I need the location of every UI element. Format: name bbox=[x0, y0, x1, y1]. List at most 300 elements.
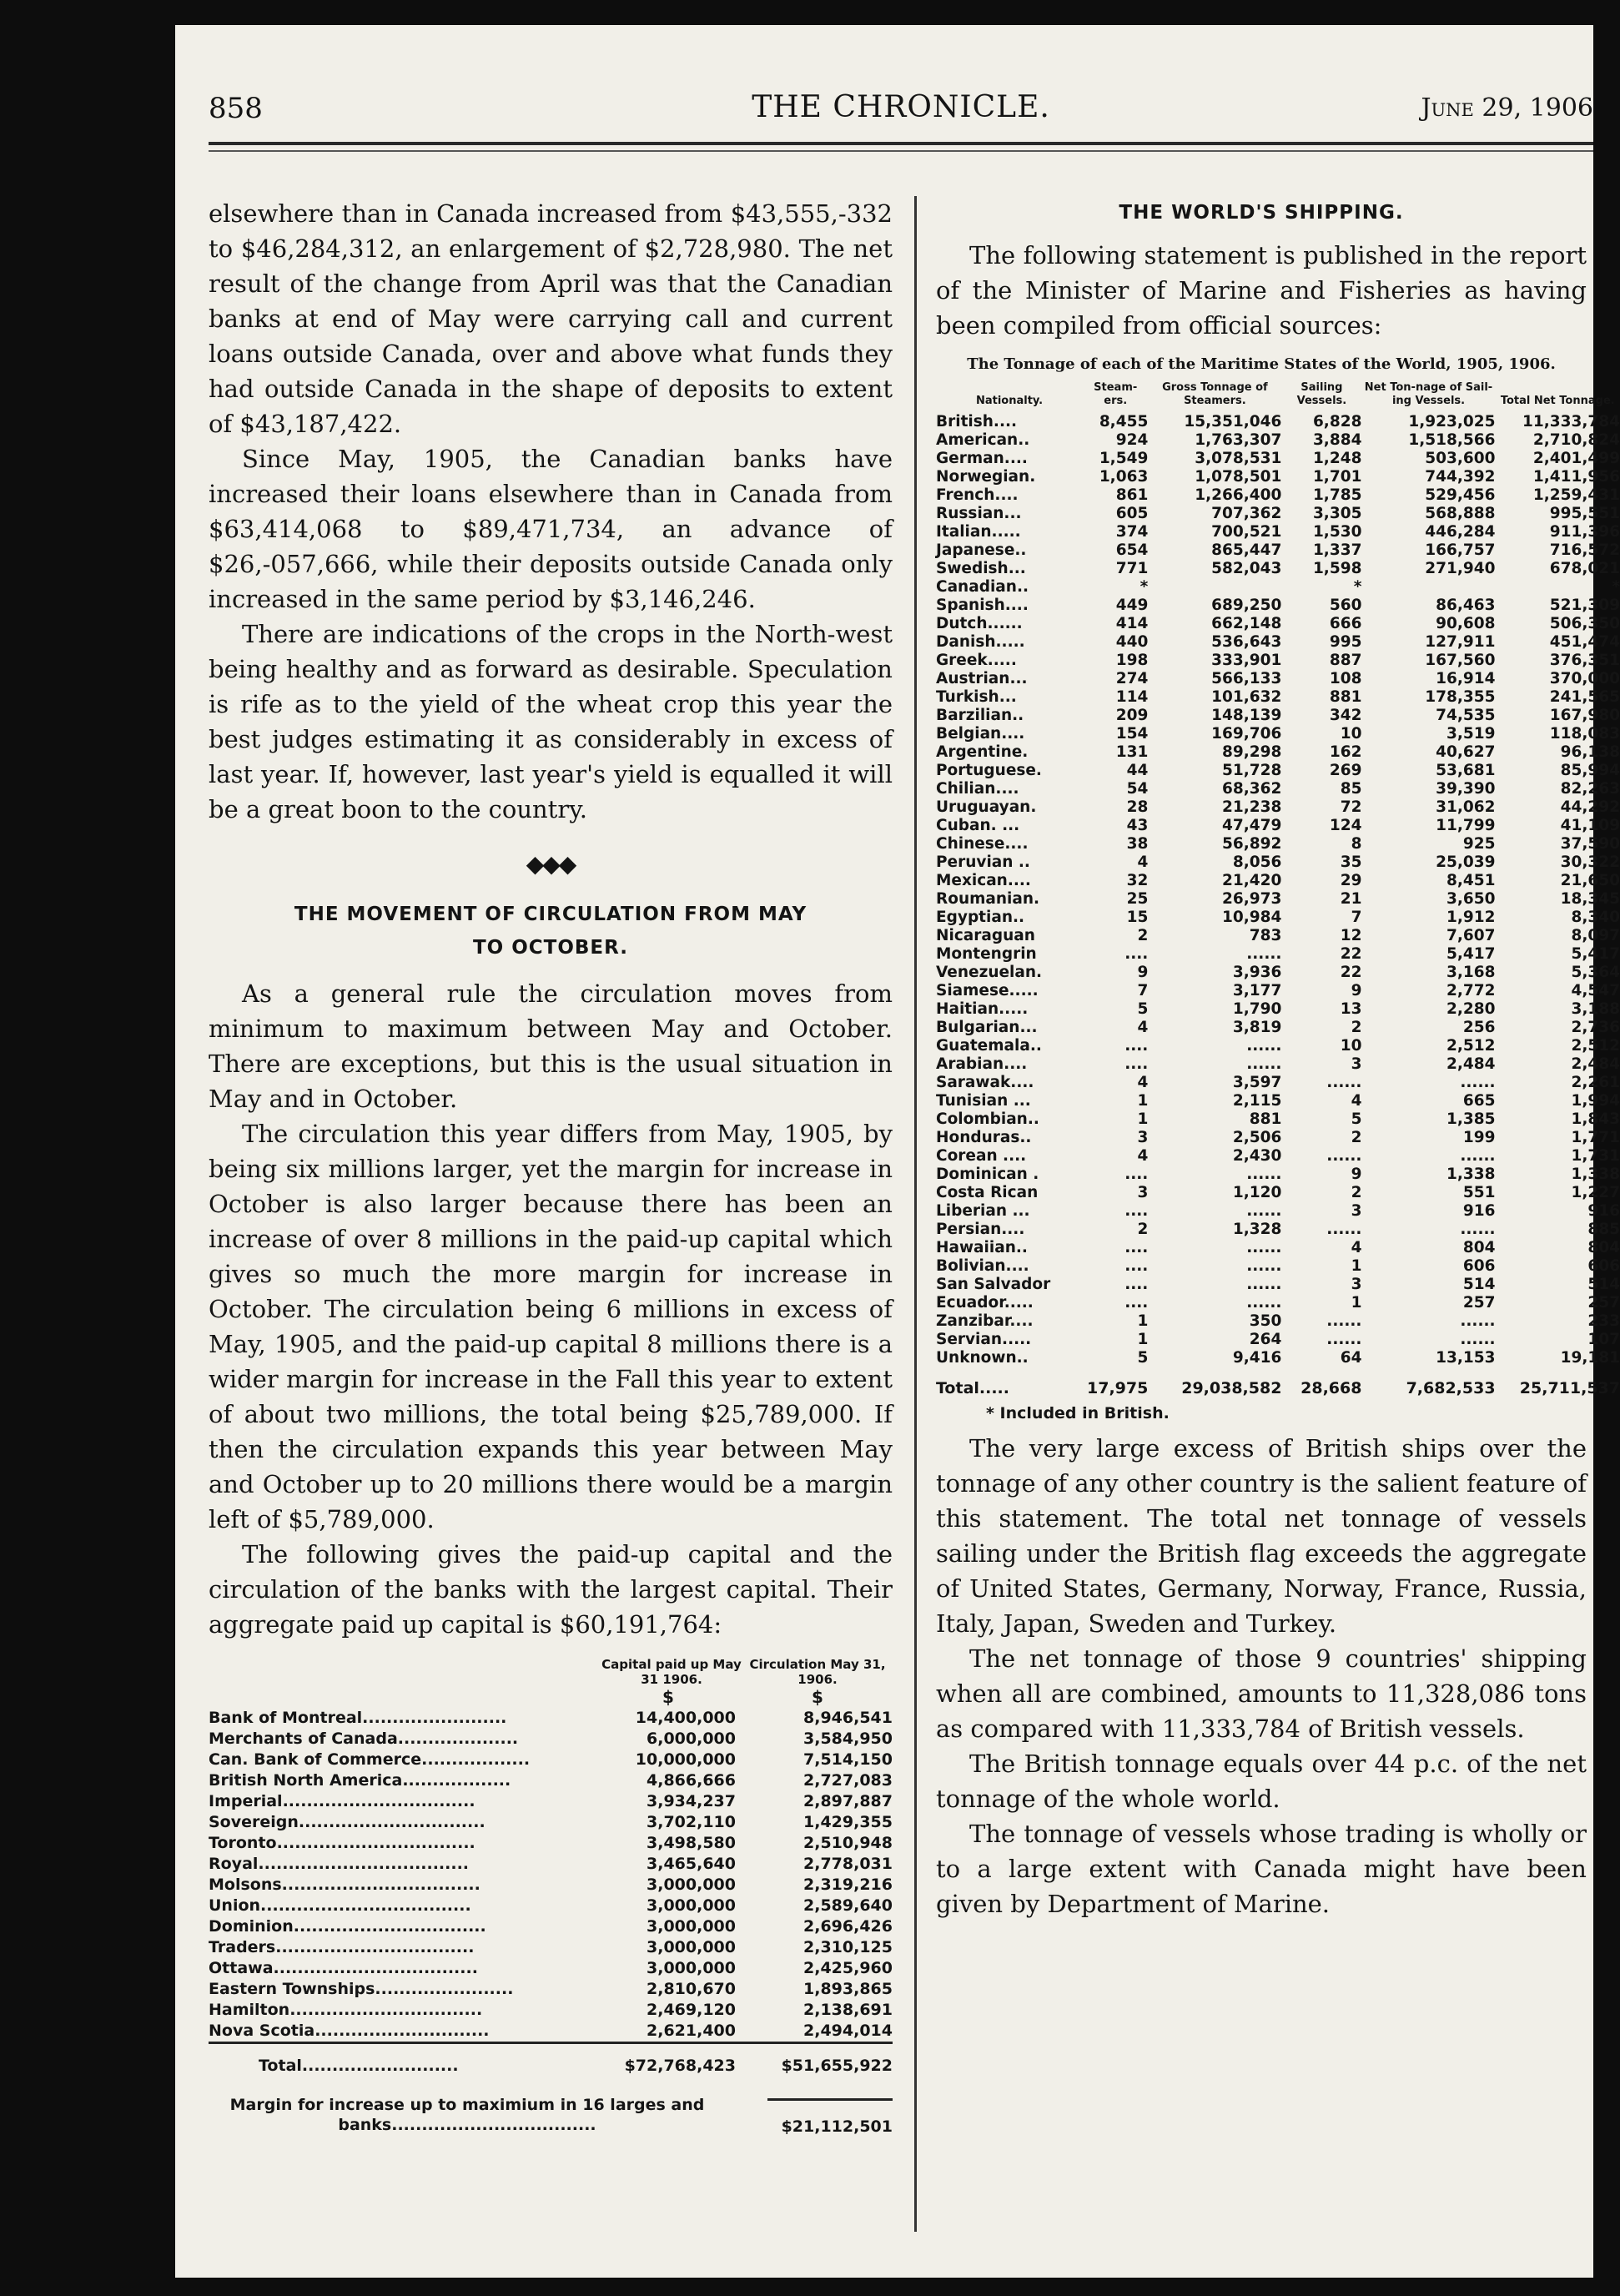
bank-circulation: 2,727,083 bbox=[803, 1771, 893, 1790]
table-row bbox=[936, 872, 1620, 890]
steamers: 43 bbox=[1126, 817, 1149, 834]
table-row bbox=[936, 505, 1620, 523]
table-row bbox=[936, 964, 1620, 982]
nationality: Arabian.... bbox=[936, 1055, 1028, 1073]
net-tonnage-sailing: 5,417 bbox=[1446, 945, 1496, 963]
net-tonnage-sailing: ...... bbox=[1460, 1147, 1496, 1165]
table-row bbox=[209, 1979, 893, 2000]
net-tonnage-sailing: 529,456 bbox=[1425, 486, 1496, 504]
gross-tonnage-steamers: 2,115 bbox=[1232, 1092, 1282, 1110]
total-label: Total.......................... bbox=[209, 2043, 601, 2077]
table-row bbox=[936, 1331, 1620, 1349]
sailing-vessels: 2 bbox=[1351, 1184, 1362, 1201]
column-header: Gross Tonnage of Steamers. bbox=[1162, 381, 1268, 407]
paragraph: The very large excess of British ships over the tonnage of any other country is the salient feature of this statement. The total net tonnage of vessels sailing under the British flag exceeds the aggregate of United States, Germany, Norway, France, Russia, Italy, Japan, Sweden and Turkey. bbox=[936, 1434, 1587, 1638]
nationality: Haitian..... bbox=[936, 1000, 1029, 1018]
steamers: 4 bbox=[1137, 1074, 1149, 1091]
net-tonnage-sailing: 40,627 bbox=[1436, 743, 1496, 761]
table-row bbox=[936, 982, 1620, 1000]
net-tonnage-sailing: 514 bbox=[1462, 1276, 1496, 1293]
steamers: 2 bbox=[1137, 1221, 1149, 1238]
total-net-tonnage: 2,261 bbox=[1571, 1074, 1620, 1091]
nationality: Cuban. ... bbox=[936, 817, 1020, 834]
nationality: Chilian.... bbox=[936, 780, 1019, 798]
steamers: * bbox=[1140, 578, 1149, 596]
bank-name: Eastern Townships....................... bbox=[209, 1980, 514, 1998]
net-tonnage-sailing: 11,799 bbox=[1436, 817, 1496, 834]
gross-tonnage-steamers: 26,973 bbox=[1222, 890, 1282, 908]
bank-name: Dominion................................ bbox=[209, 1917, 486, 1936]
steamers: 924 bbox=[1115, 431, 1149, 449]
sailing-vessels: ...... bbox=[1326, 1312, 1362, 1330]
total-net-tonnage: 19,181 bbox=[1560, 1349, 1620, 1367]
steamers: 209 bbox=[1115, 707, 1149, 724]
steamers: 38 bbox=[1126, 835, 1149, 853]
gross-tonnage-steamers: ...... bbox=[1246, 1166, 1282, 1183]
bank-capital: 2,469,120 bbox=[646, 2001, 736, 2019]
nationality: San Salvador bbox=[936, 1276, 1051, 1293]
bank-table-body bbox=[209, 1687, 893, 2043]
sailing-vessels: 124 bbox=[1329, 817, 1362, 834]
table-row bbox=[209, 1916, 893, 1937]
total-net-tonnage: 521,309 bbox=[1549, 597, 1620, 614]
steamers: .... bbox=[1124, 1055, 1149, 1073]
total-net-tonnage: 1,771 bbox=[1571, 1129, 1620, 1146]
sailing-vessels: 5 bbox=[1351, 1110, 1362, 1128]
gross-tonnage-steamers: 264 bbox=[1249, 1331, 1282, 1348]
page-header bbox=[209, 83, 1593, 150]
gross-tonnage-steamers: 56,892 bbox=[1222, 835, 1282, 853]
bank-circulation: 7,514,150 bbox=[803, 1750, 893, 1769]
steamers: 131 bbox=[1115, 743, 1149, 761]
total-net-tonnage: 995,551 bbox=[1549, 505, 1620, 522]
margin-rule bbox=[767, 2098, 893, 2101]
sailing-vessels: 1,337 bbox=[1312, 541, 1362, 559]
nationality: Bolivian.... bbox=[936, 1257, 1029, 1275]
table-row bbox=[209, 1750, 893, 1770]
gross-tonnage-steamers: 15,351,046 bbox=[1184, 413, 1282, 430]
net-tonnage-sailing: 178,355 bbox=[1425, 688, 1496, 706]
total-net-tonnage: 911,396 bbox=[1549, 523, 1620, 541]
table-row bbox=[936, 927, 1620, 945]
table-row bbox=[936, 1257, 1620, 1276]
bank-name: Toronto................................. bbox=[209, 1834, 475, 1852]
gross-tonnage-steamers: 21,420 bbox=[1222, 872, 1282, 889]
total-total-net-tonnage: 25,711,537 bbox=[1519, 1379, 1620, 1397]
gross-tonnage-steamers: 10,984 bbox=[1222, 909, 1282, 926]
nationality: Honduras.. bbox=[936, 1129, 1032, 1146]
bank-circulation: 2,425,960 bbox=[803, 1959, 893, 1977]
steamers: 4 bbox=[1137, 1019, 1149, 1036]
gross-tonnage-steamers: 3,936 bbox=[1232, 964, 1282, 981]
total-net-tonnage: 233 bbox=[1587, 1312, 1620, 1330]
net-tonnage-sailing: 256 bbox=[1462, 1019, 1496, 1036]
total-net-tonnage: 8,340 bbox=[1571, 909, 1620, 926]
steamers: 3 bbox=[1137, 1129, 1149, 1146]
table-row bbox=[936, 890, 1620, 909]
net-tonnage-sailing: 257 bbox=[1462, 1294, 1496, 1312]
net-tonnage-sailing: 916 bbox=[1462, 1202, 1496, 1220]
nationality: Belgian.... bbox=[936, 725, 1025, 743]
steamers: 15 bbox=[1126, 909, 1149, 926]
net-tonnage-sailing: 166,757 bbox=[1425, 541, 1496, 559]
total-sailing-vessels: 28,668 bbox=[1301, 1379, 1362, 1397]
table-row bbox=[936, 1239, 1620, 1257]
total-net-tonnage: 30,322 bbox=[1560, 853, 1620, 871]
sailing-vessels: 9 bbox=[1351, 982, 1362, 999]
sailing-vessels: 1 bbox=[1351, 1257, 1362, 1275]
table-row bbox=[936, 1147, 1620, 1166]
nationality: Montengrin bbox=[936, 945, 1037, 963]
paragraph: The circulation this year differs from May, 1905, by being six millions larger, yet the margin for increase in October is also larger because there has been an increase of over 8 millions in the paid-up capital which gives so much the more margin for increase in October. The circulation being 6 millions in excess of May, 1905, and the paid-up capital 8 millions there is a wider margin for increase in the Fall this year to extent of about two millions, the total being $25,789,000. If then the circulation expands this year between May and October up to 20 millions there would be a margin left of $5,789,000. bbox=[209, 1120, 893, 1533]
nationality: American.. bbox=[936, 431, 1030, 449]
gross-tonnage-steamers: 350 bbox=[1249, 1312, 1282, 1330]
gross-tonnage-steamers: 3,078,531 bbox=[1195, 450, 1282, 467]
steamers: 1 bbox=[1137, 1312, 1149, 1330]
bank-name: Traders................................. bbox=[209, 1938, 475, 1956]
column-header: Net Ton-nage of Sail-ing Vessels. bbox=[1364, 381, 1493, 407]
total-net-tonnage: 96,138 bbox=[1560, 743, 1620, 761]
nationality: Roumanian. bbox=[936, 890, 1040, 908]
gross-tonnage-steamers: ...... bbox=[1246, 1055, 1282, 1073]
nationality: Chinese.... bbox=[936, 835, 1029, 853]
steamers: 1 bbox=[1137, 1110, 1149, 1128]
paragraph: Since May, 1905, the Canadian banks have increased their loans elsewhere than in Canada from $63,414,068 to $89,471,734, an advance of $26,-057,666, while their deposits outside Canada only increased in the same period by $3,146,246. bbox=[209, 445, 893, 613]
net-tonnage-sailing: 39,390 bbox=[1436, 780, 1496, 798]
sailing-vessels: 9 bbox=[1351, 1166, 1362, 1183]
column-header: Nationalty. bbox=[975, 395, 1044, 407]
sailing-vessels: 3 bbox=[1351, 1202, 1362, 1220]
net-tonnage-sailing: 8,451 bbox=[1446, 872, 1496, 889]
sailing-vessels: 21 bbox=[1340, 890, 1362, 908]
total-net-tonnage: 1,338 bbox=[1571, 1166, 1620, 1183]
gross-tonnage-steamers: ...... bbox=[1246, 1239, 1282, 1256]
table-row bbox=[936, 817, 1620, 835]
net-tonnage-sailing: 271,940 bbox=[1425, 560, 1496, 577]
total-row bbox=[209, 2043, 893, 2077]
gross-tonnage-steamers: 169,706 bbox=[1211, 725, 1282, 743]
nationality: Austrian... bbox=[936, 670, 1028, 687]
margin-label: Margin for increase up to maximium in 16 larges and banks.................................. bbox=[229, 2096, 705, 2134]
net-tonnage-sailing: 3,168 bbox=[1446, 964, 1496, 981]
left-column bbox=[209, 196, 893, 2232]
column-header: Sailing Vessels. bbox=[1296, 381, 1347, 407]
gross-tonnage-steamers bbox=[1148, 578, 1281, 597]
bank-capital: 3,934,237 bbox=[646, 1792, 736, 1810]
steamers: 44 bbox=[1126, 762, 1149, 779]
gross-tonnage-steamers: 51,728 bbox=[1222, 762, 1282, 779]
steamers: 1 bbox=[1137, 1092, 1149, 1110]
total-net-tonnage: 107 bbox=[1587, 1331, 1620, 1348]
newspaper-page bbox=[175, 25, 1620, 2278]
bank-name: Merchants of Canada.................... bbox=[209, 1730, 519, 1748]
table-row bbox=[936, 798, 1620, 817]
gross-tonnage-steamers: 1,120 bbox=[1232, 1184, 1282, 1201]
sailing-vessels: 3 bbox=[1351, 1276, 1362, 1293]
total-capital: $72,768,423 bbox=[601, 2043, 742, 2077]
table-cell bbox=[209, 1687, 601, 1708]
bank-circulation: 2,138,691 bbox=[803, 2001, 893, 2019]
net-tonnage-sailing: 25,039 bbox=[1436, 853, 1496, 871]
sailing-vessels: 3 bbox=[1351, 1055, 1362, 1073]
paragraph: The British tonnage equals over 44 p.c. of the net tonnage of the whole world. bbox=[936, 1750, 1587, 1813]
steamers: .... bbox=[1124, 1294, 1149, 1312]
bank-capital: 6,000,000 bbox=[646, 1730, 736, 1748]
sailing-vessels: 3,305 bbox=[1312, 505, 1362, 522]
table-row bbox=[936, 633, 1620, 652]
bank-circulation: 2,778,031 bbox=[803, 1855, 893, 1873]
steamers: .... bbox=[1124, 1166, 1149, 1183]
sailing-vessels: 995 bbox=[1329, 633, 1362, 651]
table-row bbox=[209, 2021, 893, 2043]
gross-tonnage-steamers: 89,298 bbox=[1222, 743, 1282, 761]
total-net-tonnage: 451,474 bbox=[1549, 633, 1620, 651]
table-row bbox=[209, 1687, 893, 1708]
nationality: Russian... bbox=[936, 505, 1022, 522]
table-row bbox=[936, 1312, 1620, 1331]
sailing-vessels: 7 bbox=[1351, 909, 1362, 926]
steamers: 5 bbox=[1137, 1349, 1149, 1367]
gross-tonnage-steamers: 2,506 bbox=[1232, 1129, 1282, 1146]
gross-tonnage-steamers: 3,597 bbox=[1232, 1074, 1282, 1091]
net-tonnage-sailing: 503,600 bbox=[1425, 450, 1496, 467]
sailing-vessels: 4 bbox=[1351, 1239, 1362, 1256]
net-tonnage-sailing: ...... bbox=[1460, 1331, 1496, 1348]
sailing-vessels: 108 bbox=[1329, 670, 1362, 687]
nationality: Dominican . bbox=[936, 1166, 1039, 1183]
total-net-tonnage: 21,650 bbox=[1560, 872, 1620, 889]
total-net-tonnage: * bbox=[1612, 578, 1620, 596]
table-row bbox=[936, 1221, 1620, 1239]
table-row bbox=[936, 615, 1620, 633]
table-row bbox=[936, 707, 1620, 725]
sailing-vessels: 10 bbox=[1340, 1037, 1362, 1055]
steamers: 25 bbox=[1126, 890, 1149, 908]
sailing-vessels: 1,598 bbox=[1312, 560, 1362, 577]
net-tonnage-sailing: 13,153 bbox=[1436, 1349, 1496, 1367]
publication-title: THE CHRONICLE. bbox=[752, 90, 1050, 124]
net-tonnage-sailing: 665 bbox=[1462, 1092, 1496, 1110]
margin-value: $21,112,501 bbox=[781, 2117, 893, 2136]
total-net-tonnage: 606 bbox=[1587, 1257, 1620, 1275]
paragraph: As a general rule the circulation moves from minimum to maximum between May and October. There are exceptions, but this is the usual situation in May and in October. bbox=[209, 979, 893, 1113]
table-row bbox=[936, 1074, 1620, 1092]
table-row bbox=[936, 1129, 1620, 1147]
gross-tonnage-steamers: 662,148 bbox=[1211, 615, 1282, 632]
net-tonnage-sailing: 551 bbox=[1462, 1184, 1496, 1201]
column-header bbox=[209, 1657, 601, 1687]
gross-tonnage-steamers: 1,266,400 bbox=[1195, 486, 1282, 504]
paragraph: The tonnage of vessels whose trading is wholly or to a large extent with Canada might have been given by Department of Marine. bbox=[936, 1820, 1587, 1918]
net-tonnage-sailing: 53,681 bbox=[1436, 762, 1496, 779]
shipping-table-body bbox=[936, 413, 1620, 1367]
gross-tonnage-steamers: 566,133 bbox=[1211, 670, 1282, 687]
total-net-tonnage: 241,565 bbox=[1549, 688, 1620, 706]
nationality: Greek..... bbox=[936, 652, 1017, 669]
sailing-vessels: 8 bbox=[1351, 835, 1362, 853]
bank-circulation: 1,429,355 bbox=[803, 1813, 893, 1831]
gross-tonnage-steamers: 1,328 bbox=[1232, 1221, 1282, 1238]
nationality: Liberian ... bbox=[936, 1202, 1030, 1220]
net-tonnage-sailing: 925 bbox=[1462, 835, 1496, 853]
net-tonnage-sailing: 3,519 bbox=[1446, 725, 1496, 743]
table-row bbox=[936, 541, 1620, 560]
sailing-vessels: 2 bbox=[1351, 1019, 1362, 1036]
gross-tonnage-steamers: 333,901 bbox=[1211, 652, 1282, 669]
steamers: 114 bbox=[1115, 688, 1149, 706]
total-net-tonnage: 82,263 bbox=[1560, 780, 1620, 798]
nationality: Costa Rican bbox=[936, 1184, 1039, 1201]
total-net-tonnage: 18,345 bbox=[1560, 890, 1620, 908]
gross-tonnage-steamers: 881 bbox=[1249, 1110, 1282, 1128]
section-heading bbox=[209, 898, 893, 964]
sailing-vessels: 269 bbox=[1329, 762, 1362, 779]
table-row bbox=[209, 2000, 893, 2021]
bank-circulation: 2,589,640 bbox=[803, 1896, 893, 1915]
shipping-tonnage-table bbox=[936, 381, 1620, 1397]
steamers: .... bbox=[1124, 1239, 1149, 1256]
gross-tonnage-steamers: 700,521 bbox=[1211, 523, 1282, 541]
gross-tonnage-steamers: 536,643 bbox=[1211, 633, 1282, 651]
bank-name: Hamilton................................ bbox=[209, 2001, 483, 2019]
steamers: 28 bbox=[1126, 798, 1149, 816]
total-net-tonnage: 2,484 bbox=[1571, 1055, 1620, 1073]
bank-name: Nova Scotia............................. bbox=[209, 2022, 490, 2040]
gross-tonnage-steamers: 1,078,501 bbox=[1195, 468, 1282, 486]
table-row bbox=[209, 1708, 893, 1729]
total-net-tonnage: 1,227 bbox=[1571, 1184, 1620, 1201]
net-tonnage-sailing: 7,607 bbox=[1446, 927, 1496, 944]
steamers: .... bbox=[1124, 945, 1149, 963]
bank-name: Bank of Montreal........................ bbox=[209, 1709, 507, 1727]
nationality: Ecuador..... bbox=[936, 1294, 1034, 1312]
gross-tonnage-steamers: 9,416 bbox=[1232, 1349, 1282, 1367]
table-row bbox=[936, 743, 1620, 762]
net-tonnage-sailing: 2,772 bbox=[1446, 982, 1496, 999]
net-tonnage-sailing: ...... bbox=[1460, 1074, 1496, 1091]
steamers: 440 bbox=[1115, 633, 1149, 651]
table-row bbox=[209, 1770, 893, 1791]
nationality: Dutch...... bbox=[936, 615, 1023, 632]
paragraph: elsewhere than in Canada increased from $43,555,-332 to $46,284,312, an enlargement of $2,728,980. The net result of the change from April was that the Canadian banks at end of May were carrying call and current loans outside Canada, over and above what funds they had outside Canada in the shape of deposits to extent of $43,187,422. bbox=[209, 199, 893, 438]
table-row bbox=[936, 450, 1620, 468]
nationality: Zanzibar.... bbox=[936, 1312, 1034, 1330]
sailing-vessels: 1,530 bbox=[1312, 523, 1362, 541]
table-row bbox=[936, 945, 1620, 964]
bank-name: Molsons................................. bbox=[209, 1876, 480, 1894]
column-header: Circulation May 31, 1906. bbox=[749, 1657, 886, 1687]
sailing-vessels: 1,701 bbox=[1312, 468, 1362, 486]
steamers: 4 bbox=[1137, 853, 1149, 871]
table-row bbox=[936, 1184, 1620, 1202]
margin-row bbox=[209, 2095, 893, 2145]
gross-tonnage-steamers: 148,139 bbox=[1211, 707, 1282, 724]
bank-capital: 4,866,666 bbox=[646, 1771, 736, 1790]
total-net-tonnage: 1,731 bbox=[1571, 1147, 1620, 1165]
gross-tonnage-steamers: ...... bbox=[1246, 1037, 1282, 1055]
table-row bbox=[936, 1166, 1620, 1184]
sailing-vessels: 560 bbox=[1329, 597, 1362, 614]
steamers: 3 bbox=[1137, 1184, 1149, 1201]
net-tonnage-sailing: 16,914 bbox=[1436, 670, 1496, 687]
table-caption: The Tonnage of each of the Maritime States of the World, 1905, 1906. bbox=[967, 355, 1556, 373]
nationality: British.... bbox=[936, 413, 1018, 430]
nationality: Barzilian.. bbox=[936, 707, 1024, 724]
table-cell: $ bbox=[662, 1687, 674, 1707]
total-net-tonnage: 716,572 bbox=[1549, 541, 1620, 559]
net-tonnage-sailing: 2,280 bbox=[1446, 1000, 1496, 1018]
table-row bbox=[936, 597, 1620, 615]
sailing-vessels: ...... bbox=[1326, 1074, 1362, 1091]
nationality: Bulgarian... bbox=[936, 1019, 1038, 1036]
net-tonnage-sailing: 744,392 bbox=[1425, 468, 1496, 486]
sailing-vessels: 64 bbox=[1340, 1349, 1362, 1367]
nationality: Servian..... bbox=[936, 1331, 1032, 1348]
steamers: .... bbox=[1124, 1037, 1149, 1055]
net-tonnage-sailing: 86,463 bbox=[1436, 597, 1496, 614]
bank-circulation: 3,584,950 bbox=[803, 1730, 893, 1748]
nationality: Portuguese. bbox=[936, 762, 1042, 779]
bank-circulation: 2,897,887 bbox=[803, 1792, 893, 1810]
net-tonnage-sailing: 804 bbox=[1462, 1239, 1496, 1256]
sailing-vessels: 72 bbox=[1340, 798, 1362, 816]
table-row bbox=[209, 1791, 893, 1812]
gross-tonnage-steamers: ...... bbox=[1246, 1257, 1282, 1275]
table-row bbox=[936, 1110, 1620, 1129]
table-row bbox=[936, 523, 1620, 541]
bank-capital: 3,465,640 bbox=[646, 1855, 736, 1873]
total-circulation: $51,655,922 bbox=[742, 2043, 893, 2077]
bank-circulation: 2,510,948 bbox=[803, 1834, 893, 1852]
steamers: 2 bbox=[1137, 927, 1149, 944]
net-tonnage-sailing: 127,911 bbox=[1425, 633, 1496, 651]
gross-tonnage-steamers: 582,043 bbox=[1211, 560, 1282, 577]
gross-tonnage-steamers: 2,430 bbox=[1232, 1147, 1282, 1165]
bank-capital-table bbox=[209, 1657, 893, 2077]
gross-tonnage-steamers: 1,790 bbox=[1232, 1000, 1282, 1018]
total-net-tonnage: 8,097 bbox=[1571, 927, 1620, 944]
table-row bbox=[936, 578, 1620, 597]
net-tonnage-sailing: 1,923,025 bbox=[1408, 413, 1496, 430]
total-net-tonnage: 2,736 bbox=[1571, 1019, 1620, 1036]
steamers: 414 bbox=[1115, 615, 1149, 632]
table-row bbox=[209, 1833, 893, 1854]
steamers: 4 bbox=[1137, 1147, 1149, 1165]
steamers: 7 bbox=[1137, 982, 1149, 999]
gross-tonnage-steamers: 21,238 bbox=[1222, 798, 1282, 816]
gross-tonnage-steamers: 865,447 bbox=[1211, 541, 1282, 559]
steamers: 861 bbox=[1115, 486, 1149, 504]
steamers: 771 bbox=[1115, 560, 1149, 577]
gross-tonnage-steamers: ...... bbox=[1246, 1294, 1282, 1312]
table-row bbox=[936, 413, 1620, 431]
header-rule-thick bbox=[209, 142, 1593, 145]
total-net-tonnage: 4,547 bbox=[1571, 982, 1620, 999]
net-tonnage-sailing bbox=[1361, 578, 1495, 597]
paragraph: There are indications of the crops in the North-west being healthy and as forward as desirable. Speculation is rife as to the yield of the wheat crop this year the best judges estimating it as considerably in excess of last year. If, however, last year's yield is equalled it will be a great boon to the country. bbox=[209, 620, 893, 823]
sailing-vessels: 85 bbox=[1340, 780, 1362, 798]
sailing-vessels: ...... bbox=[1326, 1331, 1362, 1348]
gross-tonnage-steamers: ...... bbox=[1246, 945, 1282, 963]
net-tonnage-sailing: 31,062 bbox=[1436, 798, 1496, 816]
table-row bbox=[209, 1958, 893, 1979]
total-net-tonnage: 1,259,431 bbox=[1532, 486, 1620, 504]
table-row bbox=[936, 1092, 1620, 1110]
net-tonnage-sailing: 1,385 bbox=[1446, 1110, 1496, 1128]
total-net-tonnage: 257 bbox=[1587, 1294, 1620, 1312]
gross-tonnage-steamers: 689,250 bbox=[1211, 597, 1282, 614]
nationality: Norwegian. bbox=[936, 468, 1036, 486]
